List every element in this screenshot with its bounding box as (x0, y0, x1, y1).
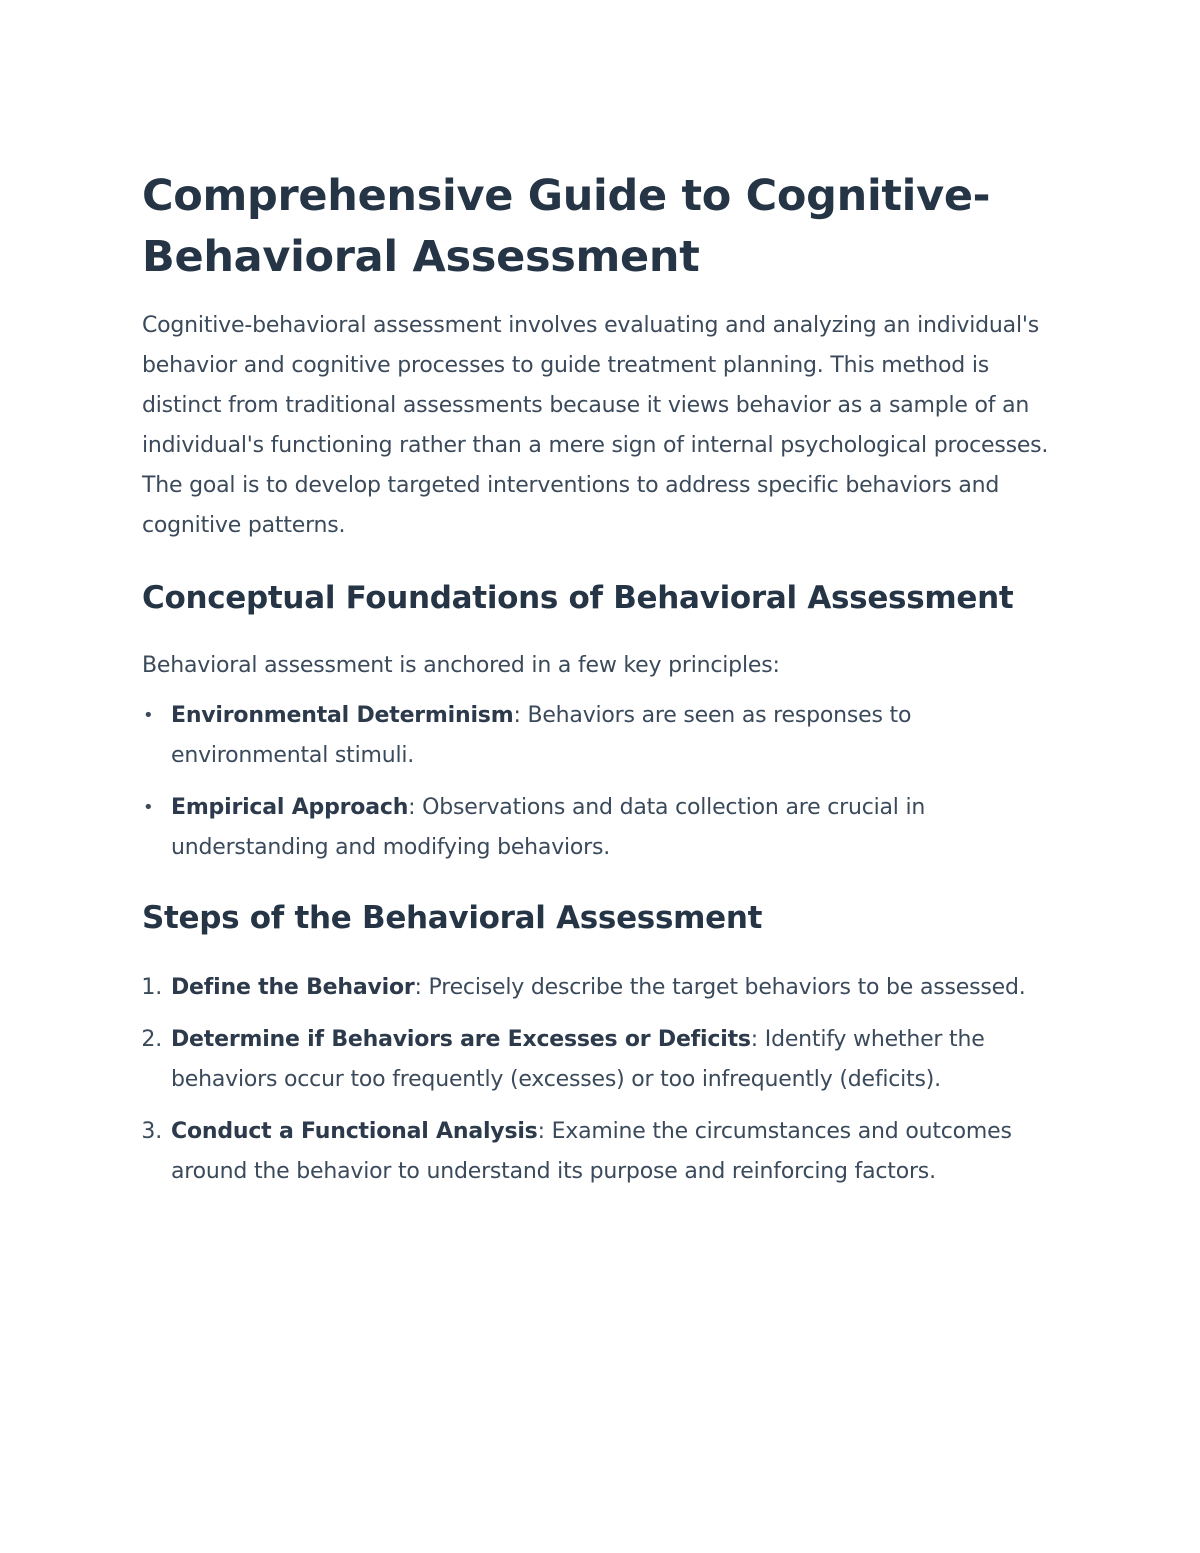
section-heading-conceptual-foundations: Conceptual Foundations of Behavioral Assessment (142, 580, 1014, 616)
intro-paragraph: Cognitive-behavioral assessment involves evaluating and analyzing an individual's behavior and cognitive processes to guide treatment planning. This method is distinct from traditional assessments because it views behavior as a sample of an individual's functioning rather than a mere sign of internal psychological processes. The goal is to develop targeted interventions to address specific behaviors and cognitive patterns. (142, 313, 1049, 538)
principles-list (142, 696, 1062, 868)
list-item-text: : Behaviors are seen as responses to environmental stimuli. (171, 703, 912, 768)
steps-list (142, 968, 1062, 1192)
bullet-icon: • (143, 797, 154, 818)
list-item (142, 968, 1062, 1008)
list-item (142, 696, 1062, 776)
list-item-term: Determine if Behaviors are Excesses or Deficits (171, 1027, 751, 1052)
list-number: 1. (141, 975, 162, 1000)
list-item-term: Conduct a Functional Analysis (171, 1119, 538, 1144)
list-item (142, 1020, 1062, 1100)
list-item-text: : Precisely describe the target behaviors to be assessed. (414, 975, 1026, 1000)
list-item-term: Empirical Approach (171, 795, 409, 820)
list-number: 2. (141, 1027, 162, 1052)
list-number: 3. (141, 1119, 162, 1144)
list-item-term: Define the Behavior (171, 975, 415, 1000)
document-page (142, 166, 1062, 1204)
list-item-term: Environmental Determinism (171, 703, 514, 728)
list-item-text: : Identify whether the behaviors occur too frequently (excesses) or too infrequently (deficits). (171, 1027, 985, 1092)
section-heading-steps: Steps of the Behavioral Assessment (142, 900, 763, 936)
bullet-icon: • (143, 705, 154, 726)
list-item (142, 1112, 1062, 1192)
list-item (142, 788, 1062, 868)
list-item-text: : Observations and data collection are crucial in understanding and modifying behaviors. (171, 795, 926, 860)
list-item-text: : Examine the circumstances and outcomes around the behavior to understand its purpose and reinforcing factors. (171, 1119, 1012, 1184)
document-title: Comprehensive Guide to Cognitive-Behavioral Assessment (142, 171, 991, 282)
section-lead-text: Behavioral assessment is anchored in a few key principles: (142, 653, 780, 678)
